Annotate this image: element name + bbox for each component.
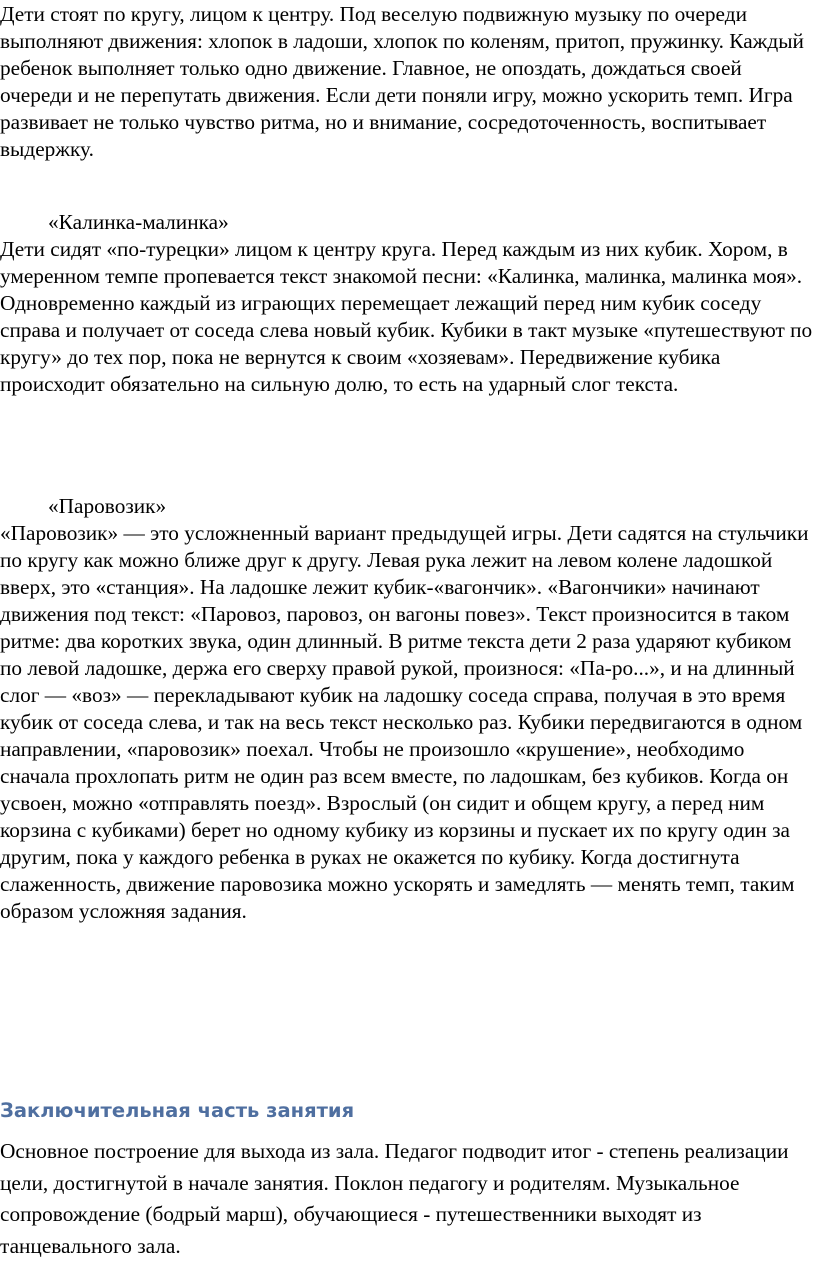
game-title-parovozik: «Паровозик»: [48, 494, 167, 518]
game-title-kalinka: «Калинка-малинка»: [48, 210, 229, 234]
intro-paragraph: Дети стоят по кругу, лицом к центру. Под веселую подвижную музыку по очереди выполняют движения: хлопок в ладоши, хлопок по коленям, притоп, пружинку. Каждый ребенок выполняет только одно движение. Главное, не опоздать, дождаться своей очереди и не перепутать движения. Если дети поняли игру, можно ускорить темп. Игра развивает не только чувство ритма, но и внимание, сосредоточенность, воспитывает выдержку.: [0, 2, 804, 161]
game-text-parovozik: «Паровозик» — это усложненный вариант предыдущей игры. Дети садятся на стульчики по кругу как можно ближе друг к другу. Левая рука лежит на левом колене ладошкой вверх, это «станция». На ладошке лежит кубик-«вагончик». «Вагончики» начинают движения под текст: «Паровоз, паровоз, он вагоны повез». Текст произносится в таком ритме: два коротких звука, один длинный. В ритме текста дети 2 раза ударяют кубиком по левой ладошке, держа его сверху правой рукой, произнося: «Па-ро...», и на длинный слог — «воз» — перекладывают кубик на ладошку соседа справа, получая в это время кубик от соседа слева, и так на весь текст несколько раз. Кубики передвигаются в одном направлении, «паровозик» поехал. Чтобы не произошло «крушение», необходимо сначала прохлопать ритм не один раз всем вместе, по ладошкам, без кубиков. Когда он усвоен, можно «отправлять поезд». Взрослый (он сидит и общем кругу, а перед ним корзина с кубиками) берет но одному кубику из корзины и пускает их по кругу один за другим, пока у каждого ребенка в руках не окажется по кубику. Когда достигнута слаженность, движение паровозика можно ускорять и замедлять — менять темп, таким образом усложняя задания.: [0, 521, 809, 923]
final-section-heading: Заключительная часть занятия: [0, 1099, 355, 1122]
game-text-kalinka: Дети сидят «по-турецки» лицом к центру круга. Перед каждым из них кубик. Хором, в умеренном темпе пропевается текст знакомой песни: «Калинка, малинка, малинка моя». Одновременно каждый из играющих перемещает лежащий перед ним кубик соседу справа и получает от соседа слева новый кубик. Кубики в такт музыке «путешествуют по кругу» до тех пор, пока не вернутся к своим «хозяевам». Передвижение кубика происходит обязательно на сильную долю, то есть на ударный слог текста.: [0, 237, 813, 396]
final-section-text: Основное построение для выхода из зала. Педагог подводит итог - степень реализации цели, достигнутой в начале занятия. Поклон педагогу и родителям. Музыкальное сопровождение (бодрый марш), обучающиеся - путешественники выходят из танцевального зала.: [0, 1139, 789, 1258]
